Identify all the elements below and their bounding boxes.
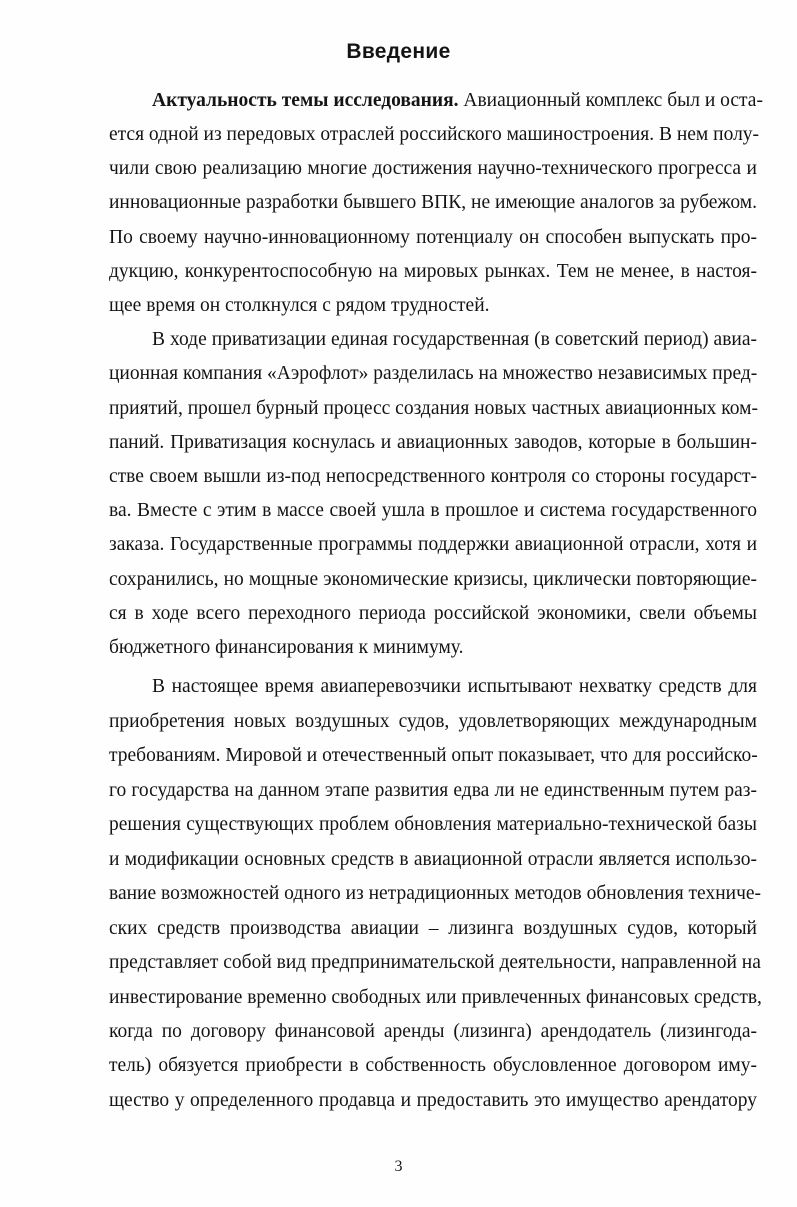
paragraph-2-line-9: ся в ходе всего переходного периода российской экономики, свели объемы	[109, 603, 757, 624]
paragraph-2-line-5: стве своем вышли из-под непосредственного контроля со стороны государст-	[109, 466, 757, 487]
paragraph-3-line-13: щество у определенного продавца и предоставить это имущество арендатору	[109, 1090, 757, 1111]
paragraph-2-line-3: приятий, прошел бурный процесс создания новых частных авиационных ком-	[109, 398, 759, 419]
paragraph-3-line-12: тель) обязуется приобрести в собственность обусловленное договором иму-	[109, 1055, 757, 1076]
paragraph-2-line-6: ва. Вместе с этим в массе своей ушла в прошлое и система государственного	[109, 500, 757, 521]
paragraph-1-line-3: чили свою реализацию многие достижения научно-технического прогресса и	[109, 158, 757, 179]
paragraph-3-line-10: инвестирование временно свободных или привлеченных финансовых средств,	[109, 987, 762, 1008]
paragraph-1-line-6: дукцию, конкурентоспособную на мировых рынках. Тем не менее, в настоя-	[109, 261, 757, 282]
paragraph-1-line-5: По своему научно-инновационному потенциалу он способен выпускать про-	[109, 227, 757, 248]
paragraph-3-line-5: решения существующих проблем обновления материально-технической базы	[109, 814, 757, 835]
page-number: 3	[394, 1158, 403, 1175]
paragraph-2-line-4: паний. Приватизация коснулась и авиационных заводов, которые в большин-	[109, 432, 757, 453]
paragraph-3-line-9: представляет собой вид предпринимательской деятельности, направленной на	[109, 952, 761, 973]
paragraph-2-line-8: сохранились, но мощные экономические кризисы, циклически повторяющие-	[109, 569, 757, 590]
paragraph-1-line-2: ется одной из передовых отраслей российского машиностроения. В нем полу-	[109, 124, 760, 145]
paragraph-3-line-2: приобретения новых воздушных судов, удовлетворяющих международным	[109, 711, 757, 732]
paragraph-2-line-2: ционная компания «Аэрофлот» разделилась на множество независимых пред-	[109, 363, 758, 384]
paragraph-3-line-4: го государства на данном этапе развития едва ли не единственным путем раз-	[109, 780, 757, 801]
paragraph-3-line-7: вание возможностей одного из нетрадиционных методов обновления техниче-	[109, 883, 762, 904]
paragraph-3-line-1: В настоящее время авиаперевозчики испытывают нехватку средств для	[152, 676, 757, 697]
paragraph-3-line-11: когда по договору финансовой аренды (лизинга) арендодатель (лизингода-	[109, 1021, 757, 1042]
paragraph-1-lead: Актуальность темы исследования.	[152, 90, 459, 111]
paragraph-2-line-7: заказа. Государственные программы поддержки авиационной отрасли, хотя и	[109, 534, 757, 555]
page-title: Введение	[346, 40, 451, 63]
paragraph-3-line-6: и модификации основных средств в авиационной отрасли является использо-	[109, 849, 757, 870]
paragraph-1-line-4: инновационные разработки бывшего ВПК, не имеющие аналогов за рубежом.	[109, 192, 757, 213]
paragraph-3-line-3: требованиям. Мировой и отечественный опыт показывает, что для российско-	[109, 745, 758, 766]
paragraph-1-line-1: Актуальность темы исследования. Авиационный комплекс был и оста-	[152, 90, 763, 111]
paragraph-2-line-10: бюджетного финансирования к минимуму.	[109, 637, 464, 658]
paragraph-2-line-1: В ходе приватизации единая государственная (в советский период) авиа-	[152, 329, 757, 350]
paragraph-1-line-7: щее время он столкнулся с рядом трудностей.	[109, 295, 490, 316]
paragraph-3-line-8: ских средств производства авиации – лизинга воздушных судов, который	[109, 918, 757, 939]
